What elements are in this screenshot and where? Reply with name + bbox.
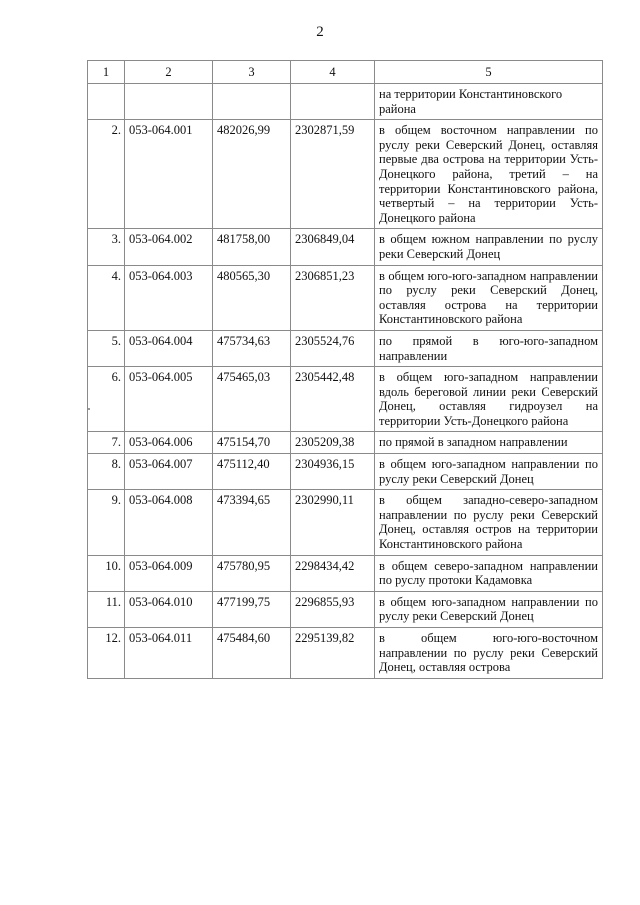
table-row [88, 229, 603, 265]
table-row [88, 628, 603, 679]
header-cell: 2 [125, 61, 213, 84]
boundary-description: в общем юго-западном направлении по руслу реки Северский Донец [375, 454, 603, 490]
table-body [88, 61, 603, 679]
x-coordinate: 481758,00 [213, 229, 291, 265]
y-coordinate: 2306851,23 [291, 265, 375, 330]
y-coordinate: 2295139,82 [291, 628, 375, 679]
continuation-description: на территории Константиновского района [375, 84, 603, 120]
point-code: 053-064.001 [125, 120, 213, 229]
point-number: 11. [88, 591, 125, 627]
table-row [88, 454, 603, 490]
boundary-description: по прямой в юго-юго-западном направлении [375, 330, 603, 366]
point-number: 9. [88, 490, 125, 555]
point-number: 7. [88, 432, 125, 454]
point-code: 053-064.007 [125, 454, 213, 490]
point-code: 053-064.006 [125, 432, 213, 454]
point-number: 10. [88, 555, 125, 591]
empty-cell [88, 84, 125, 120]
point-code: 053-064.009 [125, 555, 213, 591]
point-code: 053-064.008 [125, 490, 213, 555]
y-coordinate: 2305524,76 [291, 330, 375, 366]
y-coordinate: 2302990,11 [291, 490, 375, 555]
header-row [88, 61, 603, 84]
boundary-description: в общем юго-юго-восточном направлении по руслу реки Северский Донец, оставляя острова [375, 628, 603, 679]
point-number: 8. [88, 454, 125, 490]
point-number: 2. [88, 120, 125, 229]
boundary-table [87, 60, 603, 679]
y-coordinate: 2296855,93 [291, 591, 375, 627]
page-number: 2 [316, 24, 324, 40]
point-code: 053-064.011 [125, 628, 213, 679]
boundary-description: по прямой в западном направлении [375, 432, 603, 454]
boundary-description: в общем северо-западном направлении по руслу протоки Кадамовка [375, 555, 603, 591]
boundary-description: в общем юго-юго-западном направлении по руслу реки Северский Донец, оставляя острова на территории Константиновского района [375, 265, 603, 330]
empty-cell [213, 84, 291, 120]
table-row [88, 367, 603, 432]
empty-cell [291, 84, 375, 120]
y-coordinate: 2304936,15 [291, 454, 375, 490]
y-coordinate: 2298434,42 [291, 555, 375, 591]
table-row [88, 490, 603, 555]
table-row [88, 120, 603, 229]
x-coordinate: 482026,99 [213, 120, 291, 229]
boundary-description: в общем южном направлении по руслу реки Северский Донец [375, 229, 603, 265]
point-number: 4. [88, 265, 125, 330]
point-number: 6. [88, 367, 125, 432]
table-row [88, 432, 603, 454]
x-coordinate: 477199,75 [213, 591, 291, 627]
point-code: 053-064.002 [125, 229, 213, 265]
point-code: 053-064.010 [125, 591, 213, 627]
table-row [88, 555, 603, 591]
y-coordinate: 2305209,38 [291, 432, 375, 454]
point-number: 5. [88, 330, 125, 366]
y-coordinate: 2302871,59 [291, 120, 375, 229]
table-row [88, 330, 603, 366]
table-row [88, 265, 603, 330]
x-coordinate: 475484,60 [213, 628, 291, 679]
x-coordinate: 475780,95 [213, 555, 291, 591]
header-cell: 3 [213, 61, 291, 84]
y-coordinate: 2306849,04 [291, 229, 375, 265]
continuation-row [88, 84, 603, 120]
header-cell: 5 [375, 61, 603, 84]
boundary-description: в общем юго-западном направлении вдоль береговой линии реки Северский Донец, оставляя гидроузел на территории Усть-Донецкого района [375, 367, 603, 432]
x-coordinate: 475734,63 [213, 330, 291, 366]
x-coordinate: 473394,65 [213, 490, 291, 555]
header-cell: 4 [291, 61, 375, 84]
point-code: 053-064.004 [125, 330, 213, 366]
boundary-description: в общем юго-западном направлении по руслу реки Северский Донец [375, 591, 603, 627]
boundary-description: в общем западно-северо-западном направлении по руслу реки Северский Донец, оставляя остров на территории Константиновского района [375, 490, 603, 555]
header-cell: 1 [88, 61, 125, 84]
point-number: 12. [88, 628, 125, 679]
x-coordinate: 475154,70 [213, 432, 291, 454]
point-code: 053-064.005 [125, 367, 213, 432]
table-row [88, 591, 603, 627]
x-coordinate: 475465,03 [213, 367, 291, 432]
point-number: 3. [88, 229, 125, 265]
empty-cell [125, 84, 213, 120]
boundary-description: в общем восточном направлении по руслу реки Северский Донец, оставляя первые два острова на территории Усть-Донецкого района, третий – на территории Константиновского района, четвертый – на территории Усть-Донецкого района [375, 120, 603, 229]
x-coordinate: 480565,30 [213, 265, 291, 330]
point-code: 053-064.003 [125, 265, 213, 330]
y-coordinate: 2305442,48 [291, 367, 375, 432]
x-coordinate: 475112,40 [213, 454, 291, 490]
